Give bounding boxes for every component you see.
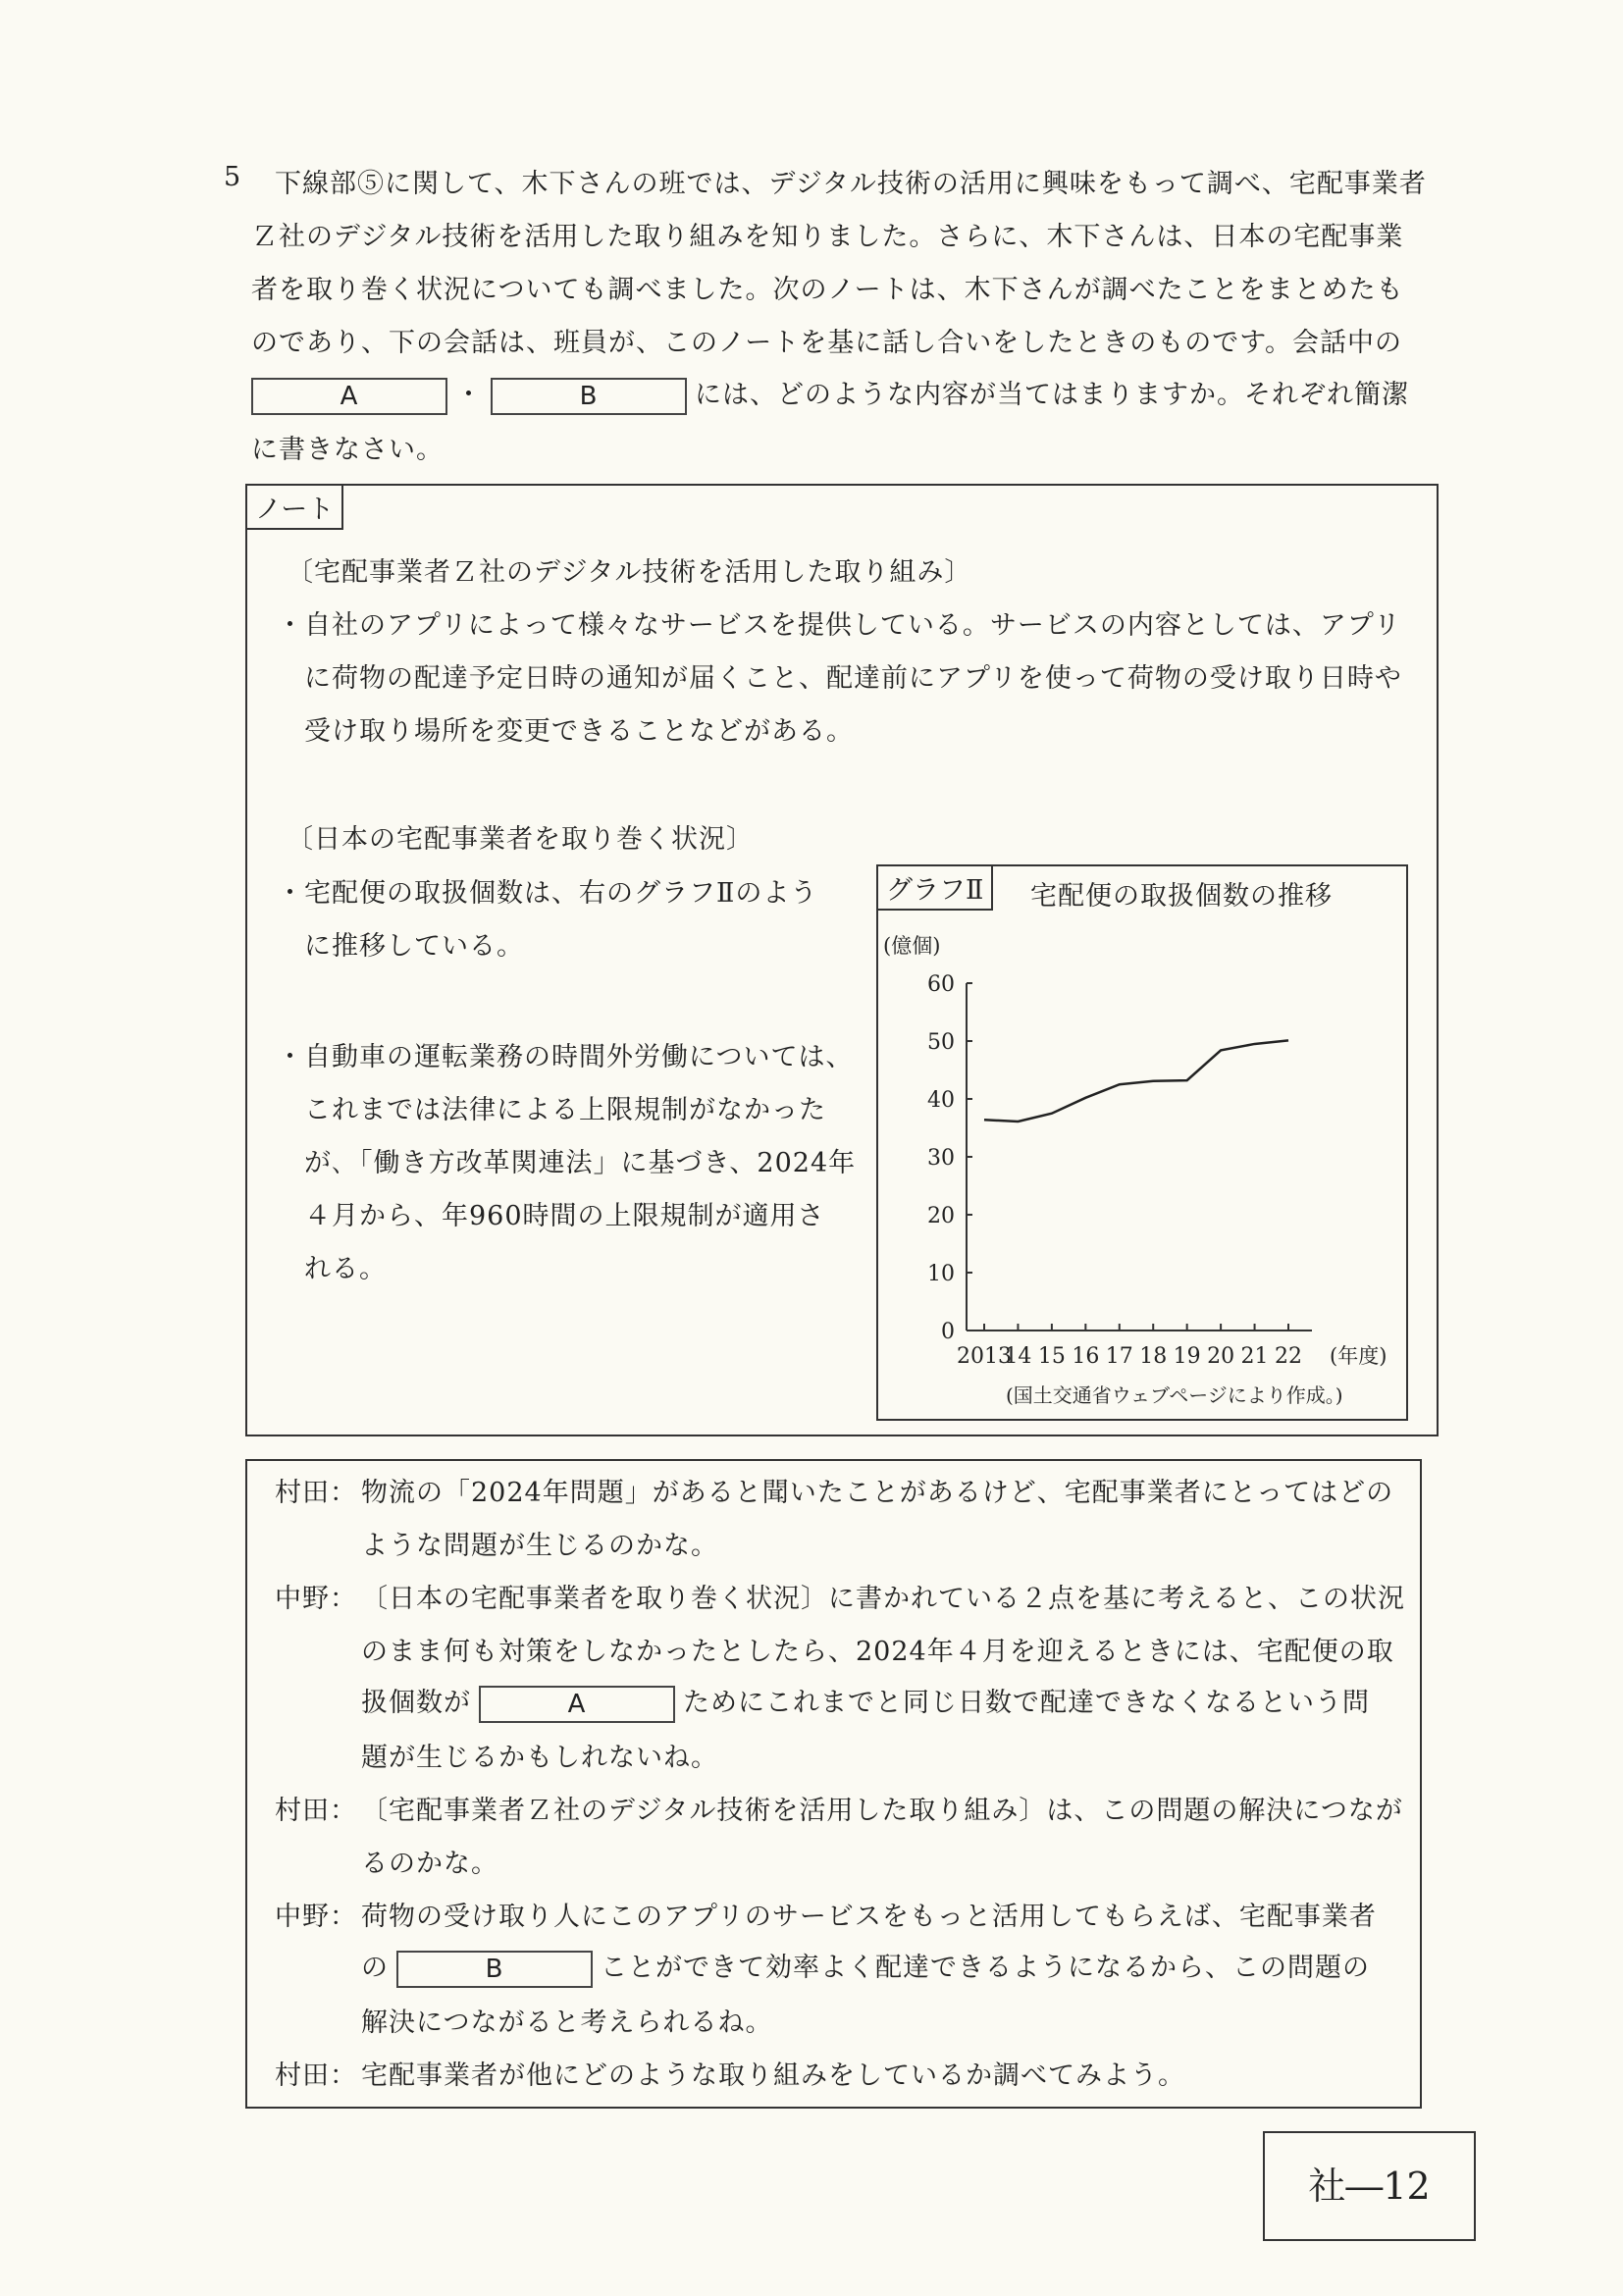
question-line: のであり、下の会話は、班員が、このノートを基に話し合いをしたときのものです。会話中の: [251, 328, 1403, 358]
x-tick-label: 2013: [957, 1344, 1012, 1369]
chart-source: (国土交通省ウェブページにより作成。): [1006, 1383, 1343, 1407]
note-text: が､「働き方改革関連法」に基づき、2024年: [304, 1148, 857, 1178]
blank-b: B: [491, 378, 687, 415]
y-tick-label: 60: [927, 972, 955, 997]
x-axis-label: (年度): [1330, 1344, 1387, 1368]
note-text: に推移している。: [304, 931, 524, 962]
note-text: ・宅配便の取扱個数は、右のグラフⅡのよう: [277, 878, 818, 909]
page-number: 社―12: [1263, 2131, 1476, 2241]
note-text: 受け取り場所を変更できることなどがある。: [304, 716, 854, 747]
dialogue-line: [275, 1471, 1393, 1509]
line-chart: [878, 866, 1406, 1419]
y-tick-label: 0: [941, 1320, 955, 1344]
note-text: ４月から、年960時間の上限規制が適用さ: [304, 1201, 825, 1231]
x-tick-label: 15: [1037, 1344, 1066, 1369]
x-tick-label: 16: [1072, 1344, 1100, 1369]
question-line: [243, 373, 1409, 415]
utterance: 〔日本の宅配事業者を取り巻く状況〕に書かれている２点を基に考えると、この状況: [361, 1584, 1405, 1614]
utterance: 〔宅配事業者Ｚ社のデジタル技術を活用した取り組み〕は、この問題の解決につなが: [361, 1796, 1403, 1826]
dialogue-line: [361, 1681, 1370, 1723]
blank-a: A: [251, 378, 447, 415]
x-tick-label: 20: [1207, 1344, 1235, 1369]
utterance: 物流の「2024年問題」があると聞いたことがあるけど、宅配事業者にとってはどの: [361, 1478, 1394, 1508]
text: の: [361, 1953, 389, 1983]
x-tick-label: 18: [1139, 1344, 1168, 1369]
text: 扱個数が: [361, 1688, 471, 1718]
question-number: 5: [224, 162, 242, 192]
x-tick-label: 19: [1173, 1344, 1201, 1369]
blank-b: B: [396, 1951, 593, 1988]
dialogue-line: 題が生じるかもしれないね。: [361, 1743, 718, 1773]
y-tick-label: 50: [927, 1030, 955, 1055]
text: ためにこれまでと同じ日数で配達できなくなるという問: [683, 1688, 1370, 1718]
speaker: 村田：: [275, 1796, 357, 1826]
note-text: これまでは法律による上限規制がなかった: [304, 1095, 826, 1125]
dialogue-line: 解決につながると考えられるね。: [361, 2008, 773, 2038]
series-line: [984, 1040, 1288, 1122]
speaker: 中野：: [275, 1902, 357, 1932]
text: ことができて効率よく配達できるようになるから、この問題の: [601, 1953, 1370, 1983]
speaker: 中野：: [275, 1584, 357, 1614]
y-tick-label: 30: [927, 1146, 955, 1171]
dialogue-line: のまま何も対策をしなかったとしたら、2024年４月を迎えるときには、宅配便の取: [361, 1637, 1394, 1667]
question-line: 者を取り巻く状況についても調べました。次のノートは、木下さんが調べたことをまとめたも: [251, 275, 1404, 305]
note-text: ・自社のアプリによって様々なサービスを提供している。サービスの内容としては、アプリ: [277, 610, 1401, 641]
y-tick-label: 20: [927, 1204, 955, 1228]
y-tick-label: 10: [927, 1262, 955, 1286]
question-line: に書きなさい。: [251, 435, 444, 465]
question-line: 下線部⑤に関して、木下さんの班では、デジタル技術の活用に興味をもって調べ、宅配事業者: [275, 169, 1427, 199]
dialogue-line: [275, 1789, 1403, 1827]
separator: ・: [455, 380, 483, 410]
dialogue-box: [245, 1459, 1422, 2109]
y-tick-label: 40: [927, 1088, 955, 1113]
note-heading: 〔宅配事業者Ｚ社のデジタル技術を活用した取り組み〕: [287, 557, 972, 588]
speaker: 村田：: [275, 1478, 357, 1508]
dialogue-line: [361, 1946, 1370, 1988]
question-text: には、どのような内容が当てはまりますか。それぞれ簡潔: [695, 380, 1409, 410]
utterance: 荷物の受け取り人にこのアプリのサービスをもっと活用してもらえば、宅配事業者: [361, 1902, 1377, 1932]
utterance: 宅配事業者が他にどのような取り組みをしているか調べてみよう。: [361, 2061, 1185, 2091]
dialogue-line: ような問題が生じるのかな。: [361, 1531, 718, 1561]
note-heading: 〔日本の宅配事業者を取り巻く状況〕: [287, 824, 754, 855]
graph-box: [876, 864, 1408, 1421]
chart-title: 宅配便の取扱個数の推移: [1030, 881, 1333, 912]
note-text: れる。: [304, 1254, 387, 1284]
graph-label: グラフⅡ: [878, 866, 993, 911]
note-text: に荷物の配達予定日時の通知が届くこと、配達前にアプリを使って荷物の受け取り日時や: [304, 663, 1402, 694]
y-axis-label: (億個): [883, 934, 941, 958]
dialogue-line: [275, 1895, 1377, 1933]
x-tick-label: 22: [1275, 1344, 1302, 1369]
dialogue-line: るのかな。: [361, 1849, 498, 1879]
speaker: 村田：: [275, 2061, 357, 2091]
x-tick-label: 17: [1105, 1344, 1133, 1369]
x-tick-label: 14: [1004, 1344, 1032, 1369]
dialogue-line: [275, 1577, 1405, 1615]
blank-a: A: [479, 1686, 675, 1723]
question-line: Ｚ社のデジタル技術を活用した取り組みを知りました。さらに、木下さんは、日本の宅配事業: [251, 222, 1404, 252]
dialogue-line: [275, 2054, 1185, 2092]
note-box: [245, 484, 1439, 1436]
x-tick-label: 21: [1240, 1344, 1269, 1369]
note-tab: ノート: [247, 486, 343, 530]
note-text: ・自動車の運転業務の時間外労働については、: [277, 1042, 854, 1072]
